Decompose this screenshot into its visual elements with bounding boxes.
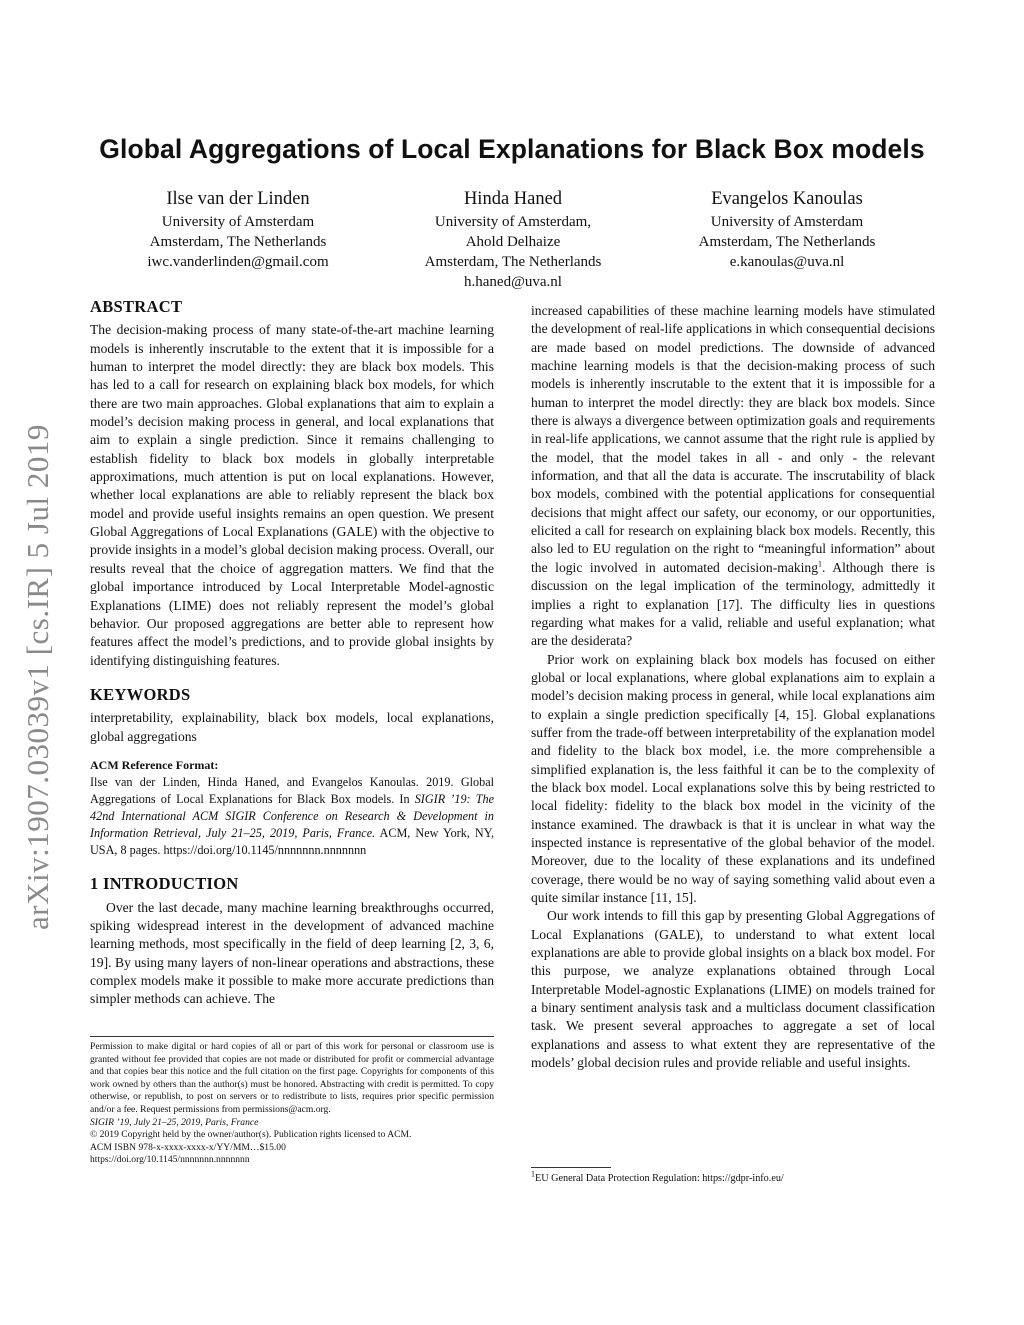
author-name: Ilse van der Linden [166, 189, 310, 209]
introduction-paragraph: Over the last decade, many machine learning breakthroughs occurred, spiking widespread interest in the development of advanced machine learning methods, most specifically in the field of deep learning [2, 3, 6, 19]. By using many layers of non-linear operations and abstractions, these complex models make it possible to make more accurate predictions than simpler methods can achieve. The [90, 899, 494, 1007]
footnote [531, 1169, 935, 1186]
arxiv-identifier: arXiv:1907.03039v1 [cs.IR] 5 Jul 2019 [20, 424, 55, 930]
introduction-heading: 1 INTRODUCTION [90, 874, 239, 894]
acm-reference-venue: SIGIR ’19: The 42nd International ACM SIGIR Conference on Research & Development in Information Retrieval, July 21–25, 2019, Paris, France. [90, 792, 494, 841]
author-block [668, 186, 906, 272]
footnote-rule [531, 1167, 611, 1168]
intro-paragraph-continued: increased capabilities of these machine learning models have stimulated the development of real-life applications in which consequential decisions are made based on model predictions. The downside of advanced machine learning models is that the decision-making process of such models is inherently inscrutable to the extent that it is impossible for a human to interpret the model directly: they are black box models. Since there is always a divergence between optimization goals and requirements in real-life applications, we cannot assume that the right rule is applied by the model, that the model takes in all - and only - the relevant information, and that all the data is accurate. The inscrutability of black box models, combined with the potential applications for consequential decisions that might affect our safety, our economy, or our opportunities, elicited a call for research on explaining black box models. Recently, this also led to EU regulation on the right to “meaningful information” about the logic involved in automated decision-making$^1$. Although there is discussion on the legal implication of the terminology, admittedly it implies a right to explanation [17]. The difficulty lies in questions regarding what makes for a valid, reliable and useful explanation; what are the desiderata? [531, 303, 935, 649]
author-location: Amsterdam, The Netherlands [424, 254, 602, 270]
author-email: iwc.vanderlinden@gmail.com [147, 254, 329, 270]
permission-text: Permission to make digital or hard copies of all or part of this work for personal or classroom use is granted without fee provided that copies are not made or distributed for profit or commercial advantage and that copies bear this notice and the full citation on the first page. Copyrights for components of this work owned by others than the author(s) must be honored. Abstracting with credit is permitted. To copy otherwise, or republish, to post on servers or to redistribute to lists, requires prior specific permission and/or a fee. Request permissions from permissions@acm.org. [90, 1041, 494, 1115]
keywords-text: interpretability, explainability, black box models, local explanations, global aggregations [90, 710, 494, 744]
footnote-marker: 1 [818, 559, 823, 569]
acm-reference-authors: Ilse van der Linden, Hinda Haned, and Evangelos Kanoulas. 2019. Global Aggregations of Local Explanations for Black Box models. In [90, 775, 494, 807]
doi-link: https://doi.org/10.1145/nnnnnnn.nnnnnnn [90, 1154, 250, 1166]
footnote-text: EU General Data Protection Regulation: https://gdpr-info.eu/ [535, 1173, 784, 1184]
author-block [120, 186, 356, 272]
right-column [531, 302, 935, 1072]
author-affiliation: Ahold Delhaize [465, 234, 561, 250]
isbn-notice: ACM ISBN 978-x-xxxx-xxxx-x/YY/MM…$15.00 [90, 1141, 286, 1153]
paper-title: Global Aggregations of Local Explanations for Black Box models [99, 134, 925, 164]
author-block [393, 186, 633, 292]
footnote-mark: 1 [531, 1169, 535, 1179]
acm-reference-heading: ACM Reference Format: [90, 757, 219, 772]
permission-venue: SIGIR ’19, July 21–25, 2019, Paris, France [90, 1116, 259, 1128]
acm-reference-publisher: ACM, New York, NY, USA, 8 pages. https://doi.org/10.1145/nnnnnnn.nnnnnnn [90, 826, 494, 858]
acm-reference-text [90, 774, 494, 859]
author-location: Amsterdam, The Netherlands [149, 234, 327, 250]
author-name: Evangelos Kanoulas [711, 189, 863, 209]
author-affiliation: University of Amsterdam [710, 214, 864, 230]
author-email: e.kanoulas@uva.nl [729, 254, 845, 270]
abstract-heading: ABSTRACT [90, 297, 183, 316]
author-affiliation: University of Amsterdam [161, 214, 315, 230]
intro-paragraph: Prior work on explaining black box models has focused on either global or local explanations, where global explanations aim to explain a model’s decision making process in general, while local explanations aim to explain a single prediction specifically [4, 15]. Global explanations suffer from the trade-off between interpretability of the explanation model and fidelity to the black box model, i.e. the more comprehensible a simplified explanation is, the less faithful it can be to the complexity of the black box model. Local explanations solve this by being restricted to local fidelity: fidelity to the black box model in the vicinity of the instance examined. The drawback is that it is unclear in what way the inspected instance is representative of the global behavior of the model. Moreover, due to the locality of these explanations and its undefined coverage, there would be no way of saying something valid about even a quite similar instance [11, 15]. [531, 651, 935, 905]
author-name: Hinda Haned [463, 189, 563, 209]
permission-block [90, 1036, 494, 1167]
author-affiliation: University of Amsterdam, [434, 214, 592, 230]
author-location: Amsterdam, The Netherlands [698, 234, 876, 250]
copyright-notice: © 2019 Copyright held by the owner/author(s). Publication rights licensed to ACM. [90, 1129, 412, 1141]
abstract-text: The decision-making process of many state-of-the-art machine learning models is inherently inscrutable to the extent that it is impossible for a human to interpret the model directly: they are black box models. This has led to a call for research on explaining black box models, for which there are two main approaches. Global explanations that aim to explain a model’s decision making process in general, and local explanations that aim to explain a single prediction. Since it remains challenging to establish fidelity to black box models in globally interpretable approximations, much attention is put on local explanations. However, whether local explanations are able to reliably represent the black box model and provide useful insights remains an open question. We present Global Aggregations of Local Explanations (GALE) with the objective to provide insights in a model’s global decision making process. Overall, our results reveal that the choice of aggregation matters. We find that the global importance introduced by Local Interpretable Model-agnostic Explanations (LIME) does not reliably represent the model’s global behavior. Our proposed aggregations are better able to represent how features affect the model’s predictions, and to provide global insights by identifying distinguishing features. [90, 322, 494, 668]
author-email: h.haned@uva.nl [464, 274, 562, 290]
intro-paragraph: Our work intends to fill this gap by presenting Global Aggregations of Local Explanations (GALE), to understand to what extent local explanations are able to provide global insights on a black box model. For this purpose, we analyze explanations obtained through Local Interpretable Model-agnostic Explanations (LIME) on models trained for a binary sentiment analysis task and a multiclass document classification task. We present several approaches to aggregate a set of local explanations and assess to what extent they are representative of the models’ global decision rules and provide reliable and useful insights. [531, 908, 935, 1071]
keywords-heading: KEYWORDS [90, 684, 191, 704]
left-column [90, 298, 494, 1009]
